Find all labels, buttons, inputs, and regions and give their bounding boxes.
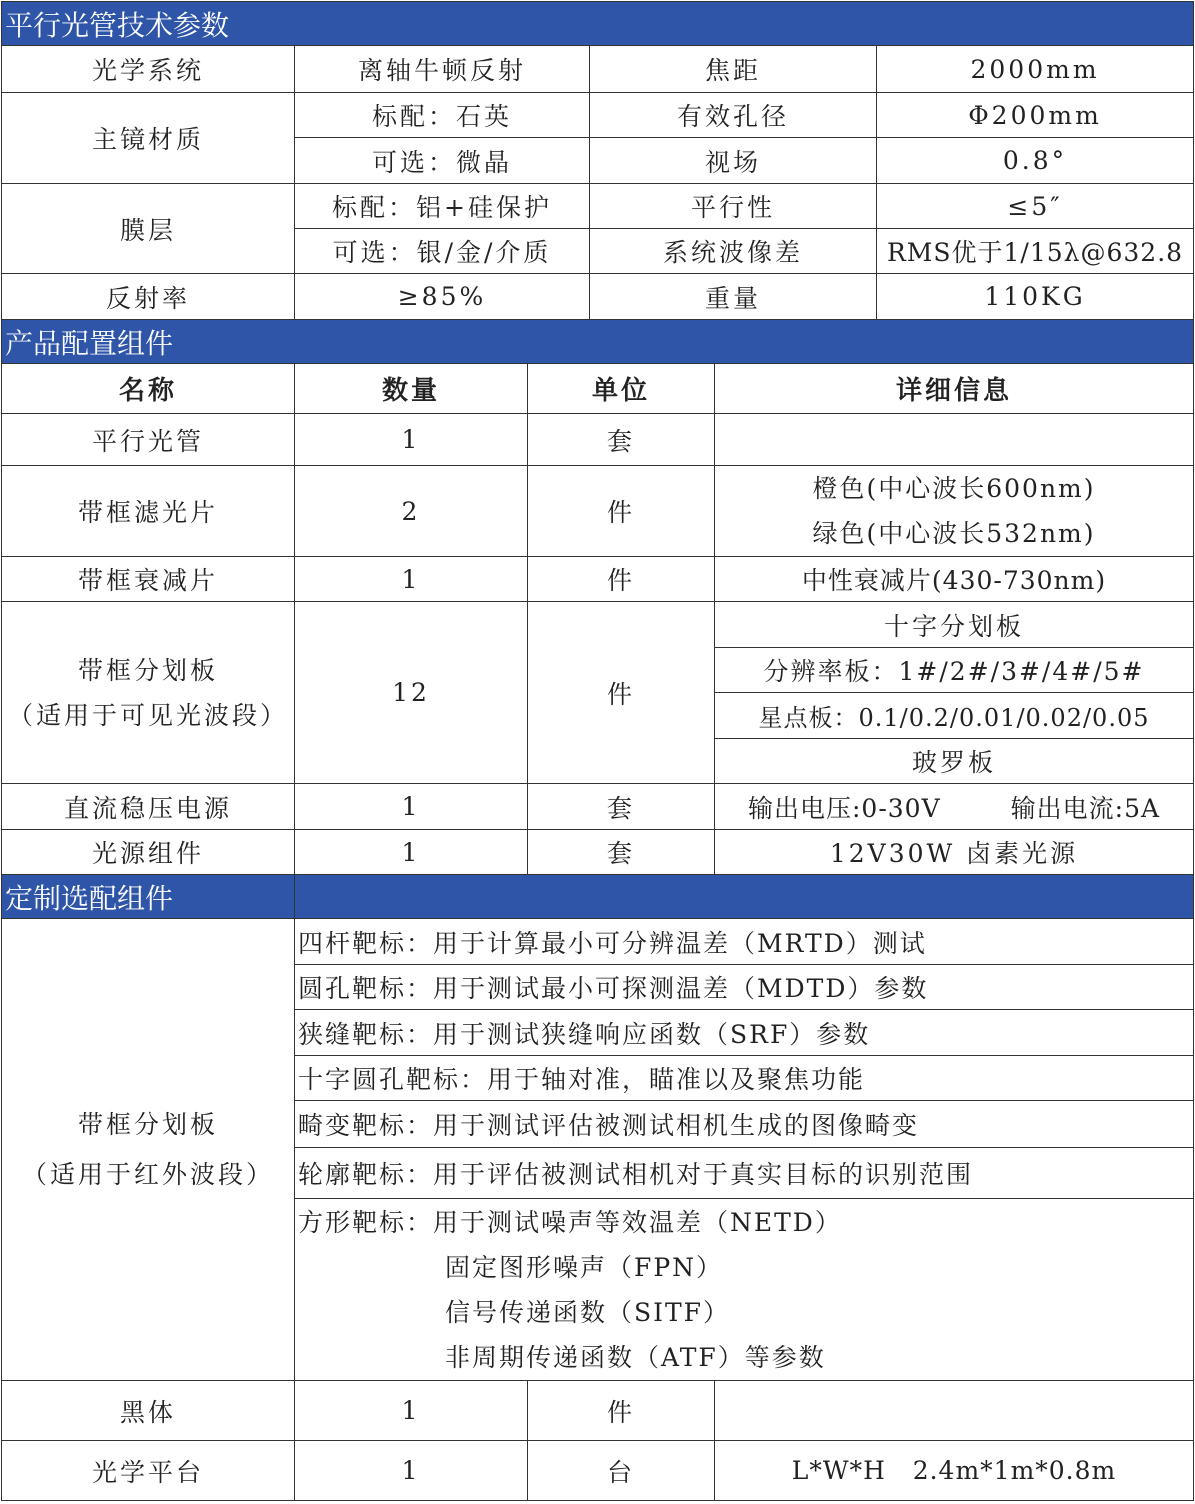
section-header-fill — [295, 875, 1194, 919]
param-label: 有效孔径 — [590, 93, 877, 138]
spec-table — [1, 1, 1194, 1501]
table-row — [2, 1441, 1194, 1501]
section-title: 平行光管技术参数 — [2, 2, 1194, 46]
param-value: 可选：微晶 — [295, 138, 590, 184]
item-name — [2, 919, 295, 1381]
column-header-qty: 数量 — [295, 364, 528, 414]
target-line: 固定图形噪声（FPN） — [445, 1252, 724, 1282]
item-details — [715, 414, 1194, 466]
detail-line: 橙色(中心波长600nm) — [812, 474, 1096, 503]
table-row — [2, 830, 1194, 875]
table-row — [2, 602, 1194, 648]
section-title: 产品配置组件 — [2, 320, 1194, 364]
item-qty: 2 — [295, 466, 528, 557]
param-label: 反射率 — [2, 274, 295, 320]
item-details: 十字分划板 — [715, 602, 1194, 648]
item-details — [715, 466, 1194, 557]
item-name-line: 带框分划板 — [77, 655, 218, 685]
item-unit: 套 — [528, 414, 715, 466]
item-unit: 套 — [528, 830, 715, 875]
target-line: 信号传递函数（SITF） — [445, 1297, 731, 1327]
param-label: 主镜材质 — [2, 93, 295, 184]
param-value: 110KG — [877, 274, 1194, 320]
item-details: 12V30W 卤素光源 — [715, 830, 1194, 875]
table-row — [2, 46, 1194, 93]
item-name-sub: （适用于可见光波段） — [7, 700, 288, 730]
section-header-tech — [2, 2, 1194, 46]
target-line: 方形靶标：用于测试噪声等效温差（NETD） — [298, 1207, 842, 1237]
item-qty: 1 — [295, 1381, 528, 1441]
item-details: 中性衰减片(430-730nm) — [715, 557, 1194, 602]
item-qty: 1 — [295, 830, 528, 875]
target-item: 狭缝靶标：用于测试狭缝响应函数（SRF）参数 — [295, 1010, 1194, 1056]
detail-current: 输出电流:5A — [1010, 793, 1161, 823]
item-name: 直流稳压电源 — [2, 784, 295, 830]
param-value: 可选：银/金/介质 — [295, 229, 590, 274]
param-label: 焦距 — [590, 46, 877, 93]
item-name-line: 带框分划板 — [77, 1109, 218, 1139]
item-qty: 1 — [295, 1441, 528, 1501]
param-value: Φ200mm — [877, 93, 1194, 138]
target-item: 畸变靶标：用于测试评估被测试相机生成的图像畸变 — [295, 1101, 1194, 1148]
item-name: 带框衰减片 — [2, 557, 295, 602]
section-header-config — [2, 320, 1194, 364]
param-value: 0.8° — [877, 138, 1194, 184]
item-unit: 套 — [528, 784, 715, 830]
param-label: 平行性 — [590, 184, 877, 229]
column-headers — [2, 364, 1194, 414]
param-label: 光学系统 — [2, 46, 295, 93]
target-item: 轮廓靶标：用于评估被测试相机对于真实目标的识别范围 — [295, 1148, 1194, 1199]
param-value: 2000mm — [877, 46, 1194, 93]
param-label: 膜层 — [2, 184, 295, 274]
item-unit: 件 — [528, 466, 715, 557]
item-details: 玻罗板 — [715, 739, 1194, 784]
detail-voltage: 输出电压:0-30V — [747, 793, 941, 823]
table-row — [2, 557, 1194, 602]
param-value: 离轴牛顿反射 — [295, 46, 590, 93]
item-name: 带框滤光片 — [2, 466, 295, 557]
item-unit: 件 — [528, 602, 715, 784]
table-row — [2, 93, 1194, 138]
item-name: 光源组件 — [2, 830, 295, 875]
target-item: 十字圆孔靶标：用于轴对准，瞄准以及聚焦功能 — [295, 1056, 1194, 1101]
item-unit: 台 — [528, 1441, 715, 1501]
item-details — [715, 1381, 1194, 1441]
section-title: 定制选配组件 — [2, 875, 295, 919]
item-details: 分辨率板：1#/2#/3#/4#/5# — [715, 648, 1194, 693]
param-value: RMS优于1/15λ@632.8 — [877, 229, 1194, 274]
table-row — [2, 274, 1194, 320]
item-qty: 1 — [295, 784, 528, 830]
item-name-sub: （适用于红外波段） — [21, 1159, 274, 1189]
param-label: 系统波像差 — [590, 229, 877, 274]
table-row — [2, 784, 1194, 830]
spec-sheet — [1, 1, 1193, 1501]
param-value: 标配：铝+硅保护 — [295, 184, 590, 229]
table-row — [2, 184, 1194, 229]
target-item-square — [295, 1199, 1194, 1381]
table-row — [2, 414, 1194, 466]
param-value: ≤5″ — [877, 184, 1194, 229]
item-details: 星点板：0.1/0.2/0.01/0.02/0.05 — [715, 693, 1194, 739]
column-header-unit: 单位 — [528, 364, 715, 414]
item-unit: 件 — [528, 1381, 715, 1441]
item-details — [715, 784, 1194, 830]
item-qty: 12 — [295, 602, 528, 784]
table-row — [2, 1381, 1194, 1441]
column-header-name: 名称 — [2, 364, 295, 414]
target-line: 非周期传递函数（ATF）等参数 — [445, 1342, 826, 1372]
detail-line: 绿色(中心波长532nm) — [812, 519, 1096, 548]
param-label: 重量 — [590, 274, 877, 320]
target-item: 四杆靶标：用于计算最小可分辨温差（MRTD）测试 — [295, 919, 1194, 965]
param-label: 视场 — [590, 138, 877, 184]
item-name: 平行光管 — [2, 414, 295, 466]
table-row — [2, 919, 1194, 965]
item-name — [2, 602, 295, 784]
item-details: L*W*H 2.4m*1m*0.8m — [715, 1441, 1194, 1501]
item-unit: 件 — [528, 557, 715, 602]
param-value: 标配：石英 — [295, 93, 590, 138]
table-row — [2, 466, 1194, 557]
column-header-details: 详细信息 — [715, 364, 1194, 414]
target-item: 圆孔靶标：用于测试最小可探测温差（MDTD）参数 — [295, 965, 1194, 1010]
param-value: ≥85% — [295, 274, 590, 320]
item-qty: 1 — [295, 414, 528, 466]
section-header-custom — [2, 875, 1194, 919]
item-name: 黑体 — [2, 1381, 295, 1441]
item-name: 光学平台 — [2, 1441, 295, 1501]
item-qty: 1 — [295, 557, 528, 602]
